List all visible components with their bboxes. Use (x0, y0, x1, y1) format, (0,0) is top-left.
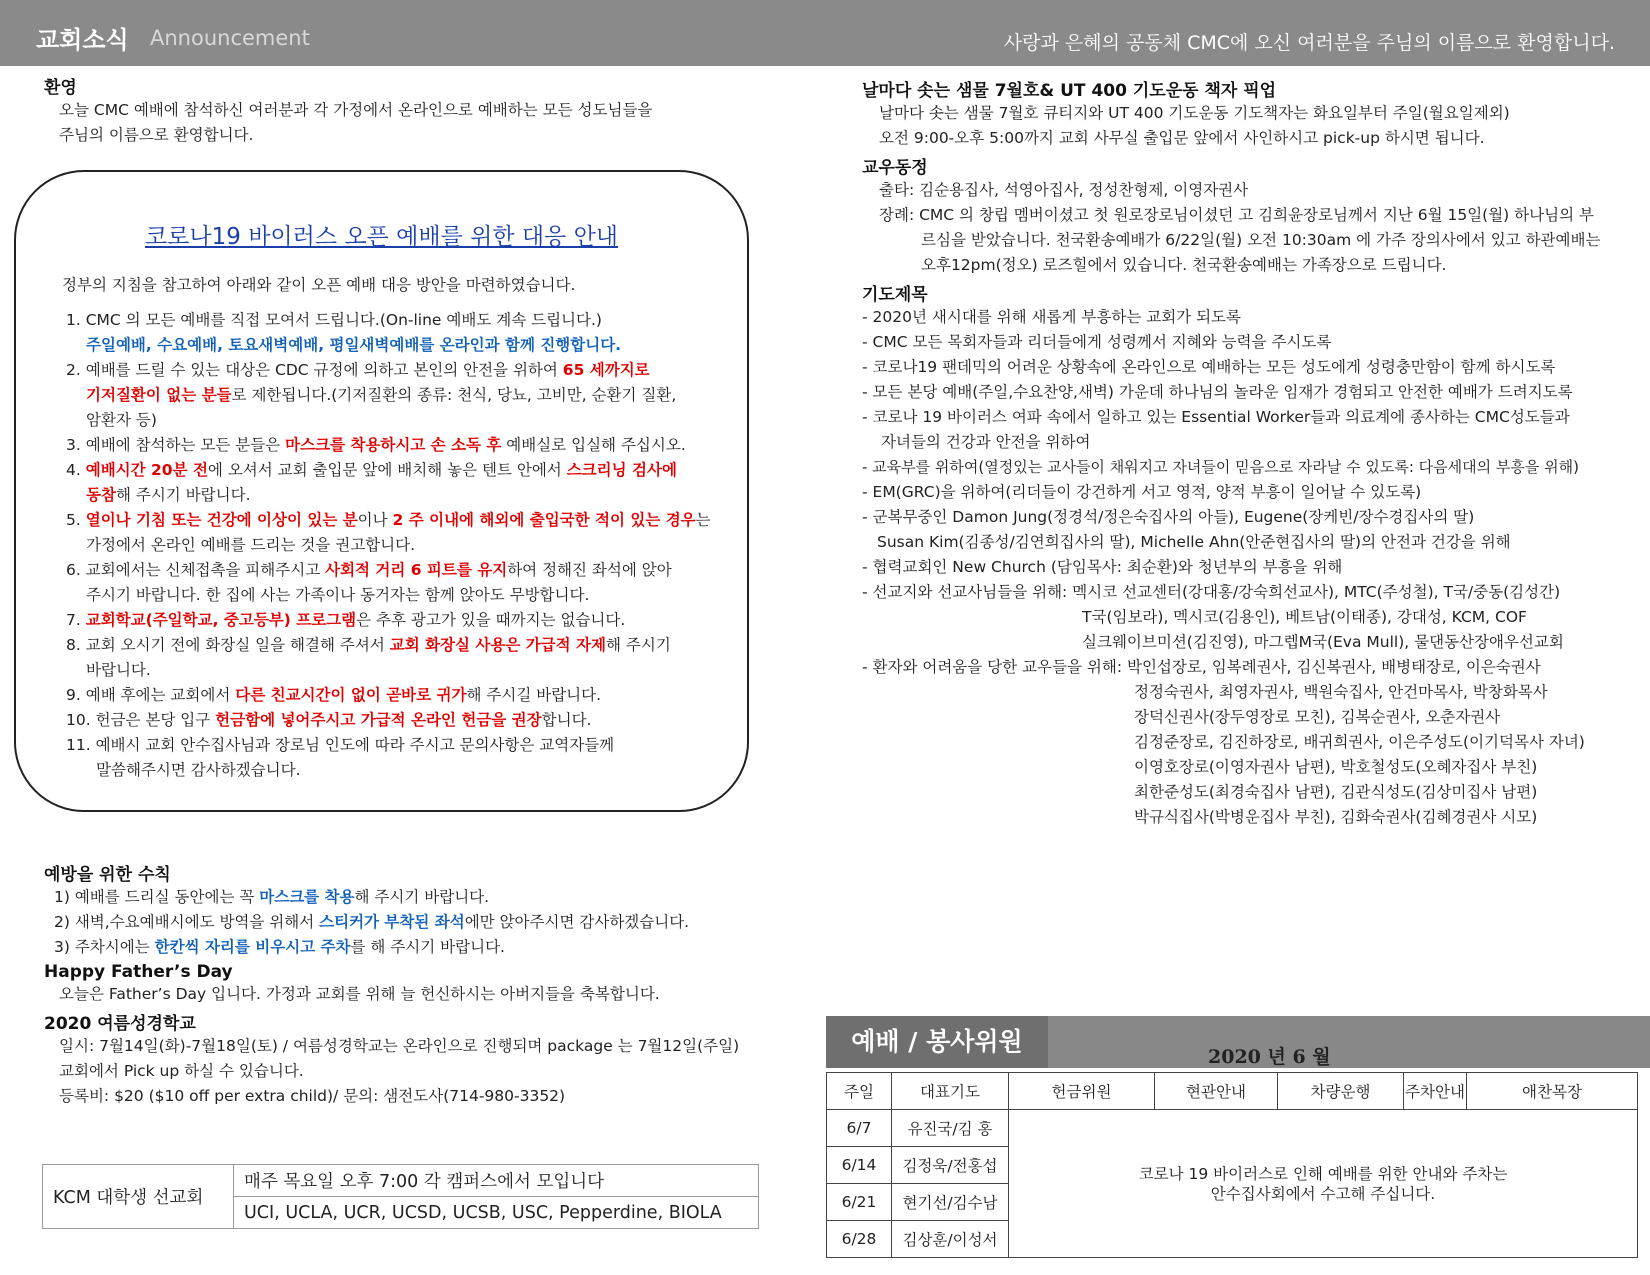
vbs-line: 등록비: $20 ($10 off per extra child)/ 문의: 샘전도사(714-980-3352) (59, 1087, 566, 1105)
prayer-item: - 교육부를 위하여(열정있는 교사들이 채워지고 자녀들이 믿음으로 자라날 수 있도록: 다음세대의 부흥을 위해) (862, 458, 1579, 476)
kcm-name: KCM 대학생 선교회 (43, 1165, 234, 1229)
devotional-heading: 날마다 솟는 샘물 7월호& UT 400 기도운동 책자 픽업 (862, 81, 1277, 101)
covid-item: 3. 예배에 참석하는 모든 분들은 마스크를 착용하시고 손 소독 후 예배실로 입실해 주십시오. (66, 436, 686, 454)
col-header: 주차안내 (1404, 1073, 1467, 1110)
prayer-heading: 기도제목 (862, 285, 928, 305)
covid-item: 10. 헌금은 본당 입구 헌금함에 넣어주시고 가급적 온라인 헌금을 권장합니다. (66, 711, 592, 729)
sick-line: 김정준장로, 김진하장로, 배귀희권사, 이은주성도(이기덕목사 자녀) (1134, 733, 1585, 751)
vbs-line: 일시: 7월14일(화)-7월18일(토) / 여름성경학교는 온라인으로 진행되며 package 는 7월12일(주일) (59, 1037, 740, 1055)
covid-intro: 정부의 지침을 참고하여 아래와 같이 오픈 예배 대응 방안을 마련하였습니다. (62, 276, 576, 294)
covid-item: 6. 교회에서는 신체접촉을 피해주시고 사회적 거리 6 피트를 유지하여 정해진 좌석에 앉아 (66, 561, 672, 579)
prevention-heading: 예방을 위한 수칙 (44, 865, 171, 885)
table-cell: 현기선/김수남 (892, 1184, 1009, 1221)
welcome-section (44, 73, 652, 148)
col-header: 차량운행 (1278, 1073, 1404, 1110)
col-header: 애찬목장 (1467, 1073, 1638, 1110)
kcm-time: 매주 목요일 오후 7:00 각 캠퍼스에서 모입니다 (234, 1165, 759, 1197)
table-cell: 6/28 (827, 1221, 892, 1258)
covid-item-highlight: 주일예배, 수요예배, 토요새벽예배, 평일새벽예배를 온라인과 함께 진행합니다. (86, 336, 622, 354)
mission-line: T국(임보라), 멕시코(김용인), 베트남(이태종), 강대성, KCM, COF (1082, 608, 1527, 626)
sick-line: 이영호장로(이영자권사 남편), 박호철성도(오혜자집사 부친) (1134, 758, 1538, 776)
right-column (862, 76, 1637, 830)
sick-line: 박규식집사(박병운집사 부친), 김화숙권사(김혜경권사 시모) (1134, 808, 1538, 826)
welcome-line: 오늘 CMC 예배에 참석하신 여러분과 각 가정에서 온라인으로 예배하는 모든 성도님들을 (59, 101, 653, 119)
kcm-campuses: UCI, UCLA, UCR, UCSD, UCSB, USC, Pepperdine, BIOLA (234, 1197, 759, 1229)
service-month: 2020 년 6 월 (1208, 1046, 1331, 1068)
col-header: 주일 (827, 1073, 892, 1110)
news-line: 오후12pm(정오) 로즈힐에서 있습니다. 천국환송예배는 가족장으로 드립니다. (921, 256, 1447, 274)
table-cell: 6/7 (827, 1110, 892, 1147)
section-title: 교회소식 (36, 26, 129, 54)
table-cell: 유진국/김 홍 (892, 1110, 1009, 1147)
prayer-item: - 2020년 새시대를 위해 새롭게 부흥하는 교회가 되도록 (862, 308, 1241, 326)
table-cell: 김정욱/전홍섭 (892, 1147, 1009, 1184)
covid-item: 4. 예배시간 20분 전에 오셔서 교회 출입문 앞에 배치해 놓은 텐트 안에서 스크리닝 검사에 (66, 461, 677, 479)
prevention-rule: 1) 예배를 드리실 동안에는 꼭 마스크를 착용해 주시기 바랍니다. (54, 888, 490, 906)
service-table (826, 1072, 1638, 1258)
news-heading: 교우동정 (862, 158, 928, 178)
welcome-line: 주님의 이름으로 환영합니다. (59, 126, 254, 144)
prayer-item: - EM(GRC)을 위하여(리더들이 강건하게 서고 영적, 양적 부흥이 일어날 수 있도록) (862, 483, 1422, 501)
covid-list: 정부의 지침을 참고하여 아래와 같이 오픈 예배 대응 방안을 마련하였습니다. 1. CMC 의 모든 예배를 직접 모여서 드립니다.(On-line 예배도 계속 드립니다.) 주일예배, 수요예배, 토요새벽예배, 평일새벽예배를 온라인과 함께 진행합니다. 2. 예배를 드릴 수 있는 대상은 CDC 규정에 의하고 본인의 안전을 위하여 65 세까지로 기저질환이 없는 분들로 제한됩니다.(기저질환의 종류: 천식, 당뇨, 고비만, 순환기 질환, 암환자 등) 3. 예배에 참석하는 모든 분들은 마스크를 착용하시고 손 소독 후 예배실로 입실해 주십시오. 4. 예배시간 20분 전에 오셔서 교회 출입문 앞에 배치해 놓은 텐트 안에서 스크리닝 검사에 동참해 주시기 바랍니다. 5. 열이나 기침 또는 건강에 이상이 있는 분이나 2 주 이내에 해외에 출입국한 적이 있는 경우는 가정에서 온라인 예배를 드리는 것을 권고합니다. 6. 교회에서는 신체접촉을 피해주시고 사회적 거리 6 피트를 유지하여 정해진 좌석에 앉아 주시기 바랍니다. 한 집에 사는 가족이나 동거자는 함께 앉아도 무방합니다. 7. 교회학교(주일학교, 중고등부) 프로그램은 추후 광고가 있을 때까지는 없습니다. 8. 교회 오시기 전에 화장실 일을 해결해 주셔서 교회 화장실 사용은 가급적 자제해 주시기 바랍니다. 9. 예배 후에는 교회에서 다른 친교시간이 없이 곧바로 귀가해 주시길 바랍니다. 10. 헌금은 본당 입구 헌금함에 넣어주시고 가급적 온라인 헌금을 권장합니다. 11. 예배시 교회 안수집사님과 장로님 인도에 따라 주시고 문의사항은 교역자들께 말씀해주시면 감사하겠습니다. (66, 273, 747, 783)
table-cell: 6/14 (827, 1147, 892, 1184)
section-subtitle: Announcement (150, 26, 310, 50)
covid-item: 9. 예배 후에는 교회에서 다른 친교시간이 없이 곧바로 귀가해 주시길 바랍니다. (66, 686, 602, 704)
sick-line: 장덕신권사(장두영장로 모친), 김복순권사, 오춘자권사 (1134, 708, 1501, 726)
prayer-item: - CMC 모든 목회자들과 리더들에게 성령께서 지혜와 능력을 주시도록 (862, 333, 1332, 351)
welcome-banner: 사랑과 은혜의 공동체 CMC에 오신 여러분을 주님의 이름으로 환영합니다. (1003, 32, 1615, 54)
sick-line: 정정숙권사, 최영자권사, 백원숙집사, 안건마목사, 박창화목사 (1134, 683, 1548, 701)
fathers-heading: Happy Father’s Day (44, 962, 233, 982)
devotional-line: 오전 9:00-오후 5:00까지 교회 사무실 출입문 앞에서 사인하시고 pick-up 하시면 됩니다. (879, 129, 1485, 147)
prayer-item: - 협력교회인 New Church (담임목사: 최순환)와 청년부의 부흥을 위해 (862, 558, 1343, 576)
prayer-item: - 군복무중인 Damon Jung(정경석/정은숙집사의 아들), Eugene(장케빈/장수경집사의 딸) (862, 508, 1475, 526)
news-line: 장례: CMC 의 창립 멤버이셨고 첫 원로장로님이셨던 고 김희윤장로님께서 지난 6월 15일(월) 하나님의 부 (879, 206, 1594, 224)
prayer-item: Susan Kim(김종성/김연희집사의 딸), Michelle Ahn(안준현집사의 딸)의 안전과 건강을 위해 (877, 533, 1511, 551)
vbs-heading: 2020 여름성경학교 (44, 1014, 196, 1034)
news-line: 출타: 김순용집사, 석영아집사, 정성찬형제, 이영자권사 (879, 181, 1249, 199)
header-bar (0, 0, 1650, 66)
prevention-section (44, 860, 739, 1109)
col-header: 헌금위원 (1009, 1073, 1155, 1110)
welcome-heading: 환영 (44, 78, 77, 98)
fathers-text: 오늘은 Father’s Day 입니다. 가정과 교회를 위해 늘 헌신하시는 아버지들을 축복합니다. (59, 985, 660, 1003)
covid-item: 8. 교회 오시기 전에 화장실 일을 해결해 주셔서 교회 화장실 사용은 가급적 자제해 주시기 (66, 636, 671, 654)
covid-title: 코로나19 바이러스 오픈 예배를 위한 대응 안내 (144, 224, 619, 250)
devotional-line: 날마다 솟는 샘물 7월호 큐티지와 UT 400 기도운동 기도책자는 화요일부터 주일(월요일제외) (879, 104, 1510, 122)
prevention-rule: 3) 주차시에는 한칸씩 자리를 비우시고 주차를 해 주시기 바랍니다. (54, 938, 505, 956)
prayer-item: 자녀들의 건강과 안전을 위하여 (881, 433, 1091, 451)
prayer-item: - 코로나 19 바이러스 여파 속에서 일하고 있는 Essential Worker들과 의료계에 종사하는 CMC성도들과 (862, 408, 1570, 426)
table-cell: 6/21 (827, 1184, 892, 1221)
news-line: 르심을 받았습니다. 천국환송예배가 6/22일(월) 오전 10:30am 에 가주 장의사에서 있고 하관예배는 (921, 231, 1601, 249)
col-header: 대표기도 (892, 1073, 1009, 1110)
covid-item: 7. 교회학교(주일학교, 중고등부) 프로그램은 추후 광고가 있을 때까지는 없습니다. (66, 611, 626, 629)
prayer-item: - 모든 본당 예배(주일,수요찬양,새벽) 가운데 하나님의 놀라운 임재가 경험되고 안전한 예배가 드려지도록 (862, 383, 1573, 401)
prevention-rule: 2) 새벽,수요예배시에도 방역을 위해서 스티커가 부착된 좌석에만 앉아주시면 감사하겠습니다. (54, 913, 690, 931)
covid-item: 2. 예배를 드릴 수 있는 대상은 CDC 규정에 의하고 본인의 안전을 위하여 65 세까지로 (66, 361, 650, 379)
col-header: 현관안내 (1155, 1073, 1278, 1110)
kcm-table (42, 1164, 759, 1229)
sick-line: 최한준성도(최경숙집사 남편), 김관식성도(김상미집사 남편) (1134, 783, 1538, 801)
service-note: 코로나 19 바이러스로 인해 예배를 위한 안내와 주차는 안수집사회에서 수고해 주십니다. (1009, 1110, 1638, 1258)
sick-line: - 환자와 어려움을 당한 교우들을 위해: 박인섭장로, 임복례권사, 김신복권사, 배병태장로, 이은숙권사 (862, 658, 1541, 676)
covid-item: 5. 열이나 기침 또는 건강에 이상이 있는 분이나 2 주 이내에 해외에 출입국한 적이 있는 경우는 (66, 511, 711, 529)
prayer-item: - 코로나19 팬데믹의 어려운 상황속에 온라인으로 예배하는 모든 성도에게 성령충만함이 함께 하시도록 (862, 358, 1556, 376)
mission-line: 실크웨이브미션(김진영), 마그렙M국(Eva Mull), 물댄동산장애우선교회 (1082, 633, 1564, 651)
mission-line: - 선교지와 선교사님들을 위해: 멕시코 선교센터(강대홍/강숙희선교사), MTC(주성철), T국/중동(김성간) (862, 583, 1561, 601)
table-cell: 김상훈/이성서 (892, 1221, 1009, 1258)
covid-notice-box (14, 170, 749, 812)
vbs-line: 교회에서 Pick up 하실 수 있습니다. (59, 1062, 304, 1080)
covid-item: 1. CMC 의 모든 예배를 직접 모여서 드립니다.(On-line 예배도 계속 드립니다.) (66, 311, 602, 329)
service-label: 예배 / 봉사위원 (826, 1016, 1048, 1068)
covid-item: 11. 예배시 교회 안수집사님과 장로님 인도에 따라 주시고 문의사항은 교역자들께 (66, 736, 615, 754)
